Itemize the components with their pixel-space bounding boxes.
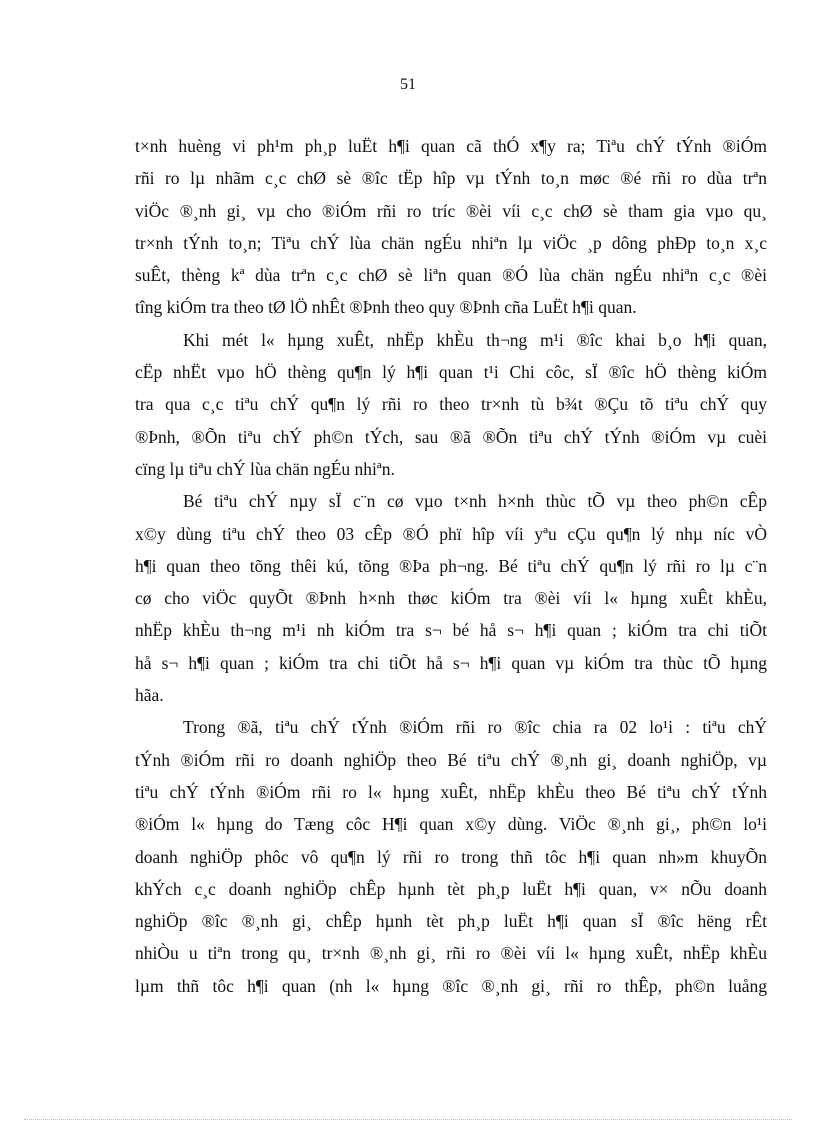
paragraph-3 bbox=[135, 485, 767, 711]
text-line: nhËp khÈu th¬ng m¹i nh kiÓm tra s¬ bé hå s¬ h¶i quan ; kiÓm tra chi tiÕt bbox=[135, 620, 767, 641]
text-line: tiªu chÝ tÝnh ®iÓm rñi ro l« hµng xuÊt, nhËp khÈu theo Bé tiªu chÝ tÝnh bbox=[135, 781, 767, 802]
text-line: x©y dùng tiªu chÝ theo 03 cÊp ®Ó phï hîp víi yªu cÇu qu¶n lý nhµ níc vÒ bbox=[135, 523, 767, 544]
paragraph-1 bbox=[135, 130, 767, 324]
text-line: t×nh huèng vi ph¹m ph¸p luËt h¶i quan cã thÓ x¶y ra; Tiªu chÝ tÝnh ®iÓm bbox=[135, 136, 767, 156]
text-line: viÖc ®¸nh gi¸ vµ cho ®iÓm rñi ro tríc ®èi víi c¸c chØ sè tham gia vµo qu¸ bbox=[135, 200, 767, 221]
text-line: ®iÓm l« hµng do Tæng côc H¶i quan x©y dùng. ViÖc ®¸nh gi¸, ph©n lo¹i bbox=[135, 814, 767, 835]
text-line: khÝch c¸c doanh nghiÖp chÊp hµnh tèt ph¸p luËt h¶i quan, v× nÕu doanh bbox=[135, 878, 767, 899]
text-line: h¶i quan theo tõng thêi kú, tõng ®Þa ph¬ng. Bé tiªu chÝ qu¶n lý rñi ro lµ c¨n bbox=[135, 555, 767, 576]
paragraph-2 bbox=[135, 324, 767, 485]
text-line: hå s¬ h¶i quan ; kiÓm tra chi tiÕt hå s¬ h¶i quan vµ kiÓm tra thùc tÕ hµng bbox=[135, 652, 767, 673]
text-line: tÝnh ®iÓm rñi ro doanh nghiÖp theo Bé tiªu chÝ ®¸nh gi¸ doanh nghiÖp, vµ bbox=[135, 749, 767, 770]
text-line: tra qua c¸c tiªu chÝ qu¶n lý rñi ro theo tr×nh tù b¾t ®Çu tõ tiªu chÝ quy bbox=[135, 394, 767, 415]
text-line: cø cho viÖc quyÕt ®Þnh h×nh thøc kiÓm tra ®èi víi l« hµng xuÊt khÈu, bbox=[135, 588, 767, 609]
text-line: Bé tiªu chÝ nµy sÏ c¨n cø vµo t×nh h×nh thùc tÕ vµ theo ph©n cÊp bbox=[183, 491, 767, 512]
text-line: cËp nhËt vµo hÖ thèng qu¶n lý h¶i quan t¹i Chi côc, sÏ ®îc hÖ thèng kiÓm bbox=[135, 362, 767, 383]
text-line: suÊt, thèng kª dùa trªn c¸c chØ sè liªn quan ®Ó lùa chän ngÉu nhiªn c¸c ®èi bbox=[135, 265, 767, 286]
body-text bbox=[135, 130, 767, 1002]
text-line: tr×nh tÝnh to¸n; Tiªu chÝ lùa chän ngÉu nhiªn lµ viÖc ¸p dông phÐp to¸n x¸c bbox=[135, 232, 767, 253]
text-line: tîng kiÓm tra theo tØ lÖ nhÊt ®Þnh theo quy ®Þnh cña LuËt h¶i quan. bbox=[135, 297, 637, 318]
text-line: lµm thñ tôc h¶i quan (nh l« hµng ®îc ®¸nh gi¸ rñi ro thÊp, ph©n luång bbox=[135, 975, 767, 996]
text-line: rñi ro lµ nhãm c¸c chØ sè ®îc tËp hîp vµ tÝnh to¸n møc ®é rñi ro dùa trªn bbox=[135, 168, 767, 189]
text-line: hãa. bbox=[135, 685, 164, 706]
text-line: nhiÒu u tiªn trong qu¸ tr×nh ®¸nh gi¸ rñi ro ®èi víi l« hµng xuÊt, nhËp khÈu bbox=[135, 943, 767, 964]
page-number: 51 bbox=[400, 76, 416, 93]
page-bottom-divider bbox=[24, 1119, 792, 1120]
text-line: Trong ®ã, tiªu chÝ tÝnh ®iÓm rñi ro ®îc chia ra 02 lo¹i : tiªu chÝ bbox=[183, 717, 767, 738]
text-line: Khi mét l« hµng xuÊt, nhËp khÈu th¬ng m¹i ®îc khai b¸o h¶i quan, bbox=[183, 329, 767, 350]
text-line: doanh nghiÖp phôc vô qu¶n lý rñi ro trong thñ tôc h¶i quan nh»m khuyÕn bbox=[135, 846, 767, 867]
text-line: nghiÖp ®îc ®¸nh gi¸ chÊp hµnh tèt ph¸p luËt h¶i quan sÏ ®îc hëng rÊt bbox=[135, 911, 767, 932]
text-line: cïng lµ tiªu chÝ lùa chän ngÉu nhiªn. bbox=[135, 458, 395, 479]
paragraph-4 bbox=[135, 711, 767, 1002]
text-line: ®Þnh, ®Õn tiªu chÝ ph©n tÝch, sau ®ã ®Õn tiªu chÝ tÝnh ®iÓm vµ cuèi bbox=[135, 426, 767, 447]
